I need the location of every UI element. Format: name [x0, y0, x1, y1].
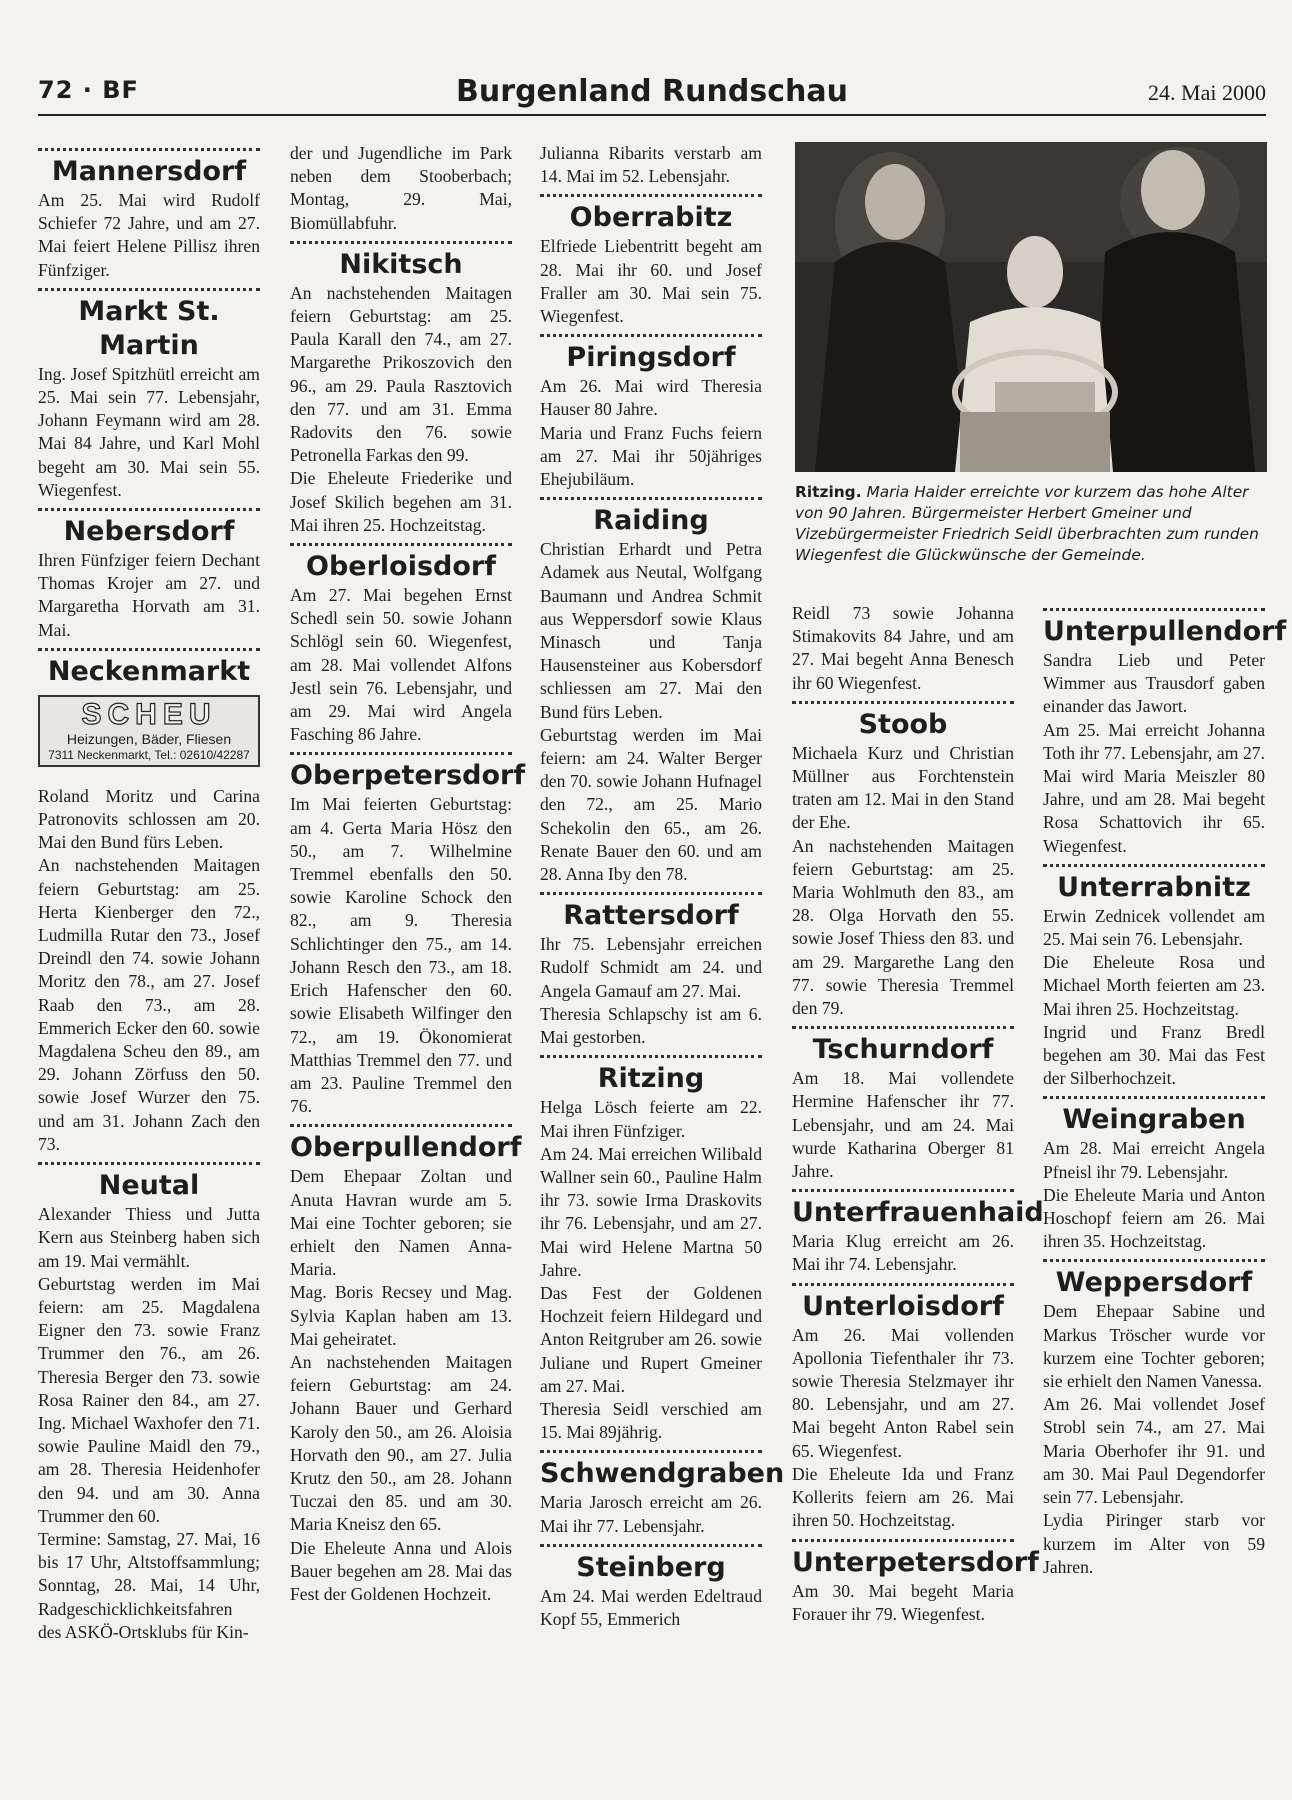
section-heading: Stoob	[858, 708, 948, 740]
divider	[792, 701, 1014, 704]
article-text: Ihr 75. Lebensjahr erreichen Rudolf Schmidt am 24. und Angela Gamauf am 27. Mai.	[540, 934, 762, 1001]
section-heading: Oberrabitz	[569, 202, 733, 234]
issue-date: 24. Mai 2000	[1148, 80, 1266, 105]
article-text: Maria Jarosch erreicht am 26. Mai ihr 77. Lebensjahr.	[540, 1492, 762, 1536]
section-heading: Unterrabnitz	[1057, 871, 1251, 903]
article-text: Maria Klug erreicht am 26. Mai ihr 74. Lebensjahr.	[792, 1231, 1014, 1275]
ad-address: 7311 Neckenmarkt, Tel.: 02610/42287	[48, 747, 250, 762]
article-text: Erwin Zednicek vollendet am 25. Mai sein 76. Lebensjahr.	[1043, 905, 1265, 950]
article-text: Roland Moritz und Carina Patronovits schlossen am 20. Mai den Bund fürs Leben.	[38, 785, 260, 853]
article-text: Am 28. Mai erreicht Angela Pfneisl ihr 79. Lebensjahr.	[1043, 1138, 1265, 1182]
article-text: Dem Ehepaar Zoltan und Anuta Havran wurde am 5. Mai eine Tochter geboren; sie erhielt den Namen Anna-Maria.	[290, 1166, 512, 1280]
section-heading: Markt St. Martin	[78, 295, 220, 361]
article-text: Maria und Franz Fuchs feiern am 27. Mai ihr 50jähriges Ehejubiläum.	[540, 422, 762, 490]
article-text: Am 26. Mai vollenden Apollonia Tiefenthaler ihr 73. sowie Theresia Stelzmayer ihr 80. Lebensjahr, und am 27. Mai begeht Anton Rabel sein 65. Wiegenfest.	[792, 1324, 1014, 1461]
section-heading: Piringsdorf	[566, 342, 736, 374]
divider	[38, 508, 260, 511]
divider	[540, 334, 762, 337]
photo-illustration	[795, 142, 1267, 472]
divider	[38, 648, 260, 651]
section-heading: Schwendgraben	[540, 1458, 785, 1490]
section-heading: Weingraben	[1062, 1104, 1246, 1136]
article-text: der und Jugendliche im Park neben dem Stooberbach; Montag, 29. Mai, Biomüllabfuhr.	[290, 143, 512, 233]
photo-caption	[795, 482, 1267, 566]
article-text: Ihren Fünfziger feiern Dechant Thomas Krojer am 27. und Margaretha Horvath am 31. Mai.	[38, 550, 260, 640]
section-heading: Nikitsch	[339, 248, 463, 280]
article-text: Am 25. Mai wird Rudolf Schiefer 72 Jahre, und am 27. Mai feiert Helene Pillisz ihren Fünfziger.	[38, 190, 260, 280]
divider	[38, 288, 260, 291]
column-1	[38, 142, 260, 1644]
divider	[38, 1162, 260, 1165]
advertisement	[38, 695, 260, 767]
divider	[540, 497, 762, 500]
section-heading: Mannersdorf	[51, 156, 247, 187]
article-text: Am 25. Mai erreicht Johanna Toth ihr 77. Lebensjahr, am 27. Mai wird Maria Meiszler 80 Jahre, und am 28. Mai begeht Rosa Schattovich ihr 65. Wiegenfest.	[1043, 719, 1265, 856]
section-heading: Unterfrauenhaid	[792, 1197, 1044, 1229]
article-text: Die Eheleute Anna und Alois Bauer begehen am 28. Mai das Fest der Goldenen Hochzeit.	[290, 1537, 512, 1604]
section-heading: Raiding	[593, 505, 709, 537]
column-3	[540, 142, 785, 1631]
section-heading: Unterloisdorf	[802, 1290, 1004, 1322]
article-text: Im Mai feierten Geburtstag: am 4. Gerta Maria Hösz den 50., am 7. Wilhelmine Tremmel ebenfalls den 50. sowie Karoline Schock den 82., am 9. Theresia Schlichtinger den 75., am 14. Johann Resch den 73., am 18. Erich Hafenscher den 60. sowie Elisabeth Wilfinger den 72., am 19. Ökonomierat Matthias Tremmel den 77. und am 23. Pauline Tremmel den 76.	[290, 794, 512, 1117]
page-number: 72 · BF	[38, 76, 139, 104]
article-text: An nachstehenden Maitagen feiern Geburtstag: am 25. Maria Wohlmuth den 83., am 28. Olga Horvath den 55. sowie Josef Thiess den 83. und am 29. Margarethe Lang den 77. sowie Theresia Tremmel den 79.	[792, 835, 1014, 1019]
divider	[1043, 1259, 1265, 1262]
article-text: Michaela Kurz und Christian Müllner aus Forchtenstein traten am 12. Mai in den Stand der Ehe.	[792, 742, 1014, 833]
caption-text: Maria Haider erreichte vor kurzem das hohe Alter von 90 Jahren. Bürgermeister Herbert Gmeiner und Vizebürgermeister Friedrich Seidl überbrachten zum runden Wiegenfest die Glückwünsche der Gemeinde.	[795, 483, 1259, 564]
divider	[1043, 1096, 1265, 1099]
divider	[540, 1450, 762, 1453]
column-4	[792, 602, 1044, 1626]
article-text: Am 26. Mai wird Theresia Hauser 80 Jahre.	[540, 376, 762, 420]
article-text: An nachstehenden Maitagen feiern Geburtstag: am 25. Herta Kienberger den 72., Ludmilla Rutar den 73., Josef Dreindl den 74. sowie Johann Moritz den 78., am 27. Josef Raab den 73., am 28. Emmerich Ecker den 60. sowie Magdalena Scheu den 89., am 29. Johann Zörfuss den 50. sowie Josef Wurzer den 75. und am 31. Johann Zach den 73.	[38, 855, 260, 1154]
article-text: Die Eheleute Rosa und Michael Morth feierten am 23. Mai ihren 25. Hochzeitstag.	[1043, 952, 1265, 1019]
section-heading: Neckenmarkt	[47, 655, 251, 687]
article-text: Am 18. Mai vollendete Hermine Hafenscher ihr 77. Lebensjahr, und am 24. Mai wurde Katharina Oberger 81 Jahre.	[792, 1068, 1014, 1182]
section-heading: Tschurndorf	[812, 1034, 994, 1066]
article-text: Am 30. Mai begeht Maria Forauer ihr 79. Wiegenfest.	[792, 1580, 1014, 1624]
divider	[540, 1055, 762, 1058]
article-text: Termine: Samstag, 27. Mai, 16 bis 17 Uhr, Altstoffsammlung; Sonntag, 28. Mai, 14 Uhr, Radgeschicklichkeitsfahren des ASKÖ-Ortsklubs für Kin-	[38, 1528, 260, 1642]
section-heading: Oberloisdorf	[306, 551, 496, 583]
column-2	[290, 142, 526, 1606]
section-heading: Neutal	[98, 1170, 200, 1202]
section-heading: Weppersdorf	[1055, 1267, 1253, 1299]
newspaper-title: Burgenland Rundschau	[456, 74, 848, 109]
article-text: Die Eheleute Friederike und Josef Skilich begehen am 31. Mai ihren 25. Hochzeitstag.	[290, 468, 512, 535]
caption-place: Ritzing.	[795, 483, 862, 501]
divider	[792, 1539, 1014, 1542]
article-text: Julianna Ribarits verstarb am 14. Mai im 52. Lebensjahr.	[540, 143, 762, 187]
article-text: Elfriede Liebentritt begeht am 28. Mai ihr 60. und Josef Fraller am 30. Mai sein 75. Wiegenfest.	[540, 236, 762, 327]
article-text: An nachstehenden Maitagen feiern Geburtstag: am 24. Johann Bauer und Gerhard Karoly den 50., am 26. Aloisia Horvath den 90., am 27. Julia Krutz den 50., am 28. Johann Tuczai den 85. und am 30. Maria Kneisz den 65.	[290, 1351, 512, 1535]
column-5	[1043, 602, 1287, 1579]
section-heading: Rattersdorf	[563, 900, 739, 932]
article-text: An nachstehenden Maitagen feiern Geburtstag: am 25. Paula Karall den 74., am 27. Margarethe Prikoszovich den 96., am 29. Paula Rasztovich den 77. und am 31. Emma Radovits den 76. sowie Petronella Farkas den 99.	[290, 282, 512, 466]
divider	[38, 148, 260, 151]
section-heading: Ritzing	[597, 1063, 705, 1095]
article-text: Dem Ehepaar Sabine und Markus Tröscher wurde vor kurzem eine Tochter geboren; sie erhielt den Namen Vanessa.	[1043, 1301, 1265, 1392]
divider	[290, 752, 512, 755]
divider	[290, 241, 512, 244]
section-heading: Unterpetersdorf	[792, 1546, 1039, 1578]
section-heading: Oberpetersdorf	[290, 760, 526, 792]
article-text: Geburtstag werden im Mai feiern: am 24. Walter Berger den 70. sowie Johann Hufnagel den 72., am 25. Mario Schekolin den 65., am 26. Renate Bauer den 60. und am 28. Anna Iby den 78.	[540, 724, 762, 885]
article-text: Am 24. Mai werden Edeltraud Kopf 55, Emmerich	[540, 1585, 762, 1629]
article-text: Lydia Piringer starb vor kurzem im Alter von 59 Jahren.	[1043, 1510, 1265, 1577]
article-text: Ing. Josef Spitzhütl erreicht am 25. Mai sein 77. Lebensjahr, Johann Feymann wird am 28. Mai 84 Jahre, und Karl Mohl begeht am 30. Mai sein 55. Wiegenfest.	[38, 363, 260, 500]
divider	[290, 1124, 512, 1127]
article-text: Am 26. Mai vollendet Josef Strobl sein 74., am 27. Mai Maria Oberhofer ihr 91. und am 30. Mai Paul Degendorfer sein 77. Lebensjahr.	[1043, 1394, 1265, 1508]
article-text: Alexander Thiess und Jutta Kern aus Steinberg haben sich am 19. Mai vermählt.	[38, 1204, 260, 1271]
article-text: Geburtstag werden im Mai feiern: am 25. Magdalena Eigner den 73. sowie Franz Trummer den 76., am 26. Theresia Berger den 73. sowie Rosa Rainer den 84., am 27. Ing. Michael Waxhofer den 71. sowie Pauline Maidl den 79., am 28. Theresia Heidenhofer den 94. und am 30. Anna Trummer den 60.	[38, 1273, 260, 1526]
divider	[792, 1189, 1014, 1192]
divider	[792, 1283, 1014, 1286]
divider	[540, 892, 762, 895]
article-text: Ingrid und Franz Bredl begehen am 30. Mai das Fest der Silberhochzeit.	[1043, 1021, 1265, 1089]
article-text: Die Eheleute Maria und Anton Hoschopf feiern am 26. Mai ihren 35. Hochzeitstag.	[1043, 1184, 1265, 1252]
article-text: Sandra Lieb und Peter Wimmer aus Trausdorf gaben einander das Jawort.	[1043, 650, 1265, 717]
news-photo	[795, 142, 1267, 472]
article-text: Das Fest der Goldenen Hochzeit feiern Hildegard und Anton Reitgruber am 26. sowie Juliane und Rupert Gmeiner am 27. Mai.	[540, 1282, 762, 1396]
section-heading: Nebersdorf	[63, 516, 235, 548]
divider	[792, 1026, 1014, 1029]
article-text: Die Eheleute Ida und Franz Kollerits feiern am 26. Mai ihren 50. Hochzeitstag.	[792, 1463, 1014, 1531]
article-text: Christian Erhardt und Petra Adamek aus Neutal, Wolfgang Baumann und Andrea Schmit aus Weppersdorf sowie Klaus Minasch und Tanja Hausensteiner aus Kobersdorf schliessen am 27. Mai den Bund fürs Leben.	[540, 539, 762, 722]
section-heading: Steinberg	[576, 1551, 726, 1583]
divider	[540, 1544, 762, 1547]
article-text: Am 27. Mai begehen Ernst Schedl sein 50. sowie Johann Schlögl sein 60. Wiegenfest, am 28. Mai vollendet Alfons Jestl sein 76. Lebensjahr, und am 29. Mai wird Angela Fasching 86 Jahre.	[290, 585, 512, 745]
page-header	[38, 74, 1266, 116]
section-heading: Oberpullendorf	[290, 1132, 522, 1164]
article-text: Helga Lösch feierte am 22. Mai ihren Fünfziger.	[540, 1097, 762, 1141]
ad-services: Heizungen, Bäder, Fliesen	[66, 730, 232, 747]
ad-company-name: SCHEU	[81, 697, 217, 731]
divider	[1043, 608, 1265, 611]
divider	[1043, 864, 1265, 867]
article-text: Am 24. Mai erreichen Wilibald Wallner sein 60., Pauline Halm ihr 73. sowie Irma Draskovits ihr 76. Lebensjahr, und am 27. Mai wird Helene Martna 50 Jahre.	[540, 1143, 762, 1280]
article-text: Reidl 73 sowie Johanna Stimakovits 84 Jahre, und am 27. Mai begeht Anna Benesch ihr 60 Wiegenfest.	[792, 603, 1014, 693]
section-heading: Unterpullendorf	[1043, 616, 1287, 647]
divider	[540, 194, 762, 197]
article-text: Theresia Schlapschy ist am 6. Mai gestorben.	[540, 1003, 762, 1048]
divider	[290, 543, 512, 546]
article-text: Theresia Seidl verschied am 15. Mai 89jährig.	[540, 1398, 762, 1443]
article-text: Mag. Boris Recsey und Mag. Sylvia Kaplan haben am 13. Mai geheiratet.	[290, 1282, 512, 1349]
